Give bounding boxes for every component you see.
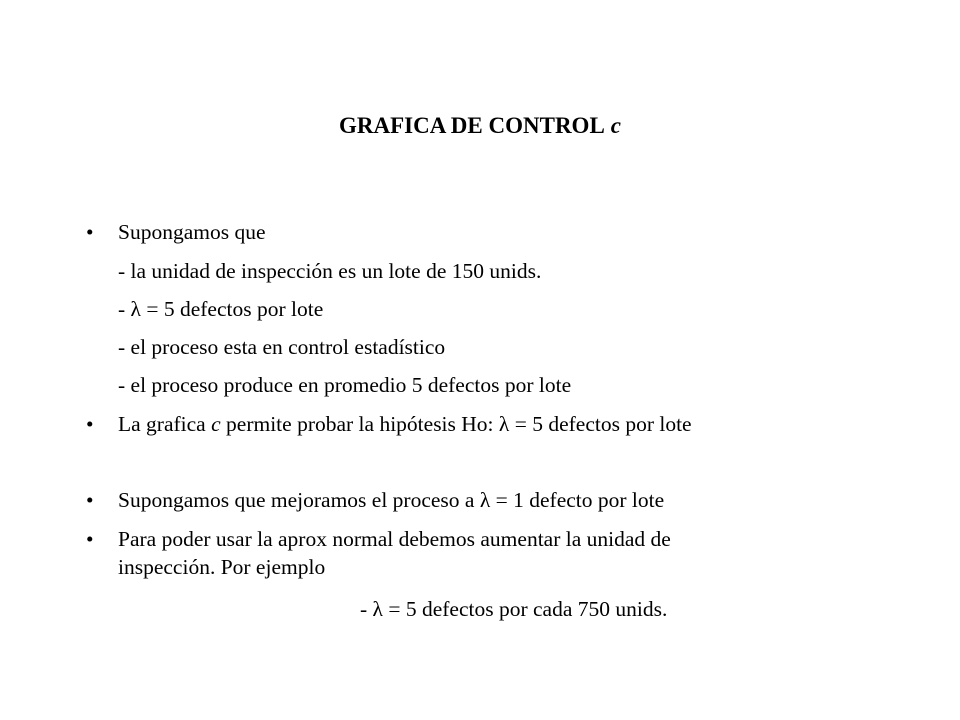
bullet-marker: • (86, 220, 94, 244)
bullet-4-sub: - λ = 5 defectos por cada 750 unids. (360, 597, 668, 621)
bullet-2-part-1: La grafica (118, 412, 212, 436)
bullet-2-text (118, 410, 692, 438)
bullet-4-line-1: Para poder usar la aprox normal debemos aumentar la unidad de (118, 527, 671, 551)
bullet-1-text: Supongamos que (118, 220, 266, 244)
bullet-marker: • (86, 412, 94, 436)
bullet-marker: • (86, 527, 94, 551)
slide-title (0, 109, 960, 143)
title-variable: c (610, 113, 622, 138)
bullet-4-line-2: inspección. Por ejemplo (118, 555, 326, 579)
bullet-1-sub-2: - λ = 5 defectos por lote (118, 297, 324, 321)
bullet-1-sub-3: - el proceso esta en control estadístico (118, 335, 446, 359)
bullet-1-sub-1: - la unidad de inspección es un lote de 150 unids. (118, 259, 542, 283)
bullet-3-text: Supongamos que mejoramos el proceso a λ = 1 defecto por lote (118, 488, 665, 512)
bullet-2-variable: c (211, 412, 221, 436)
title-text: GRAFICA DE CONTROL (338, 113, 605, 138)
bullet-marker: • (86, 488, 94, 512)
bullet-2-part-2: permite probar la hipótesis Ho: λ = 5 defectos por lote (220, 412, 692, 436)
bullet-1-sub-4: - el proceso produce en promedio 5 defectos por lote (118, 373, 572, 397)
